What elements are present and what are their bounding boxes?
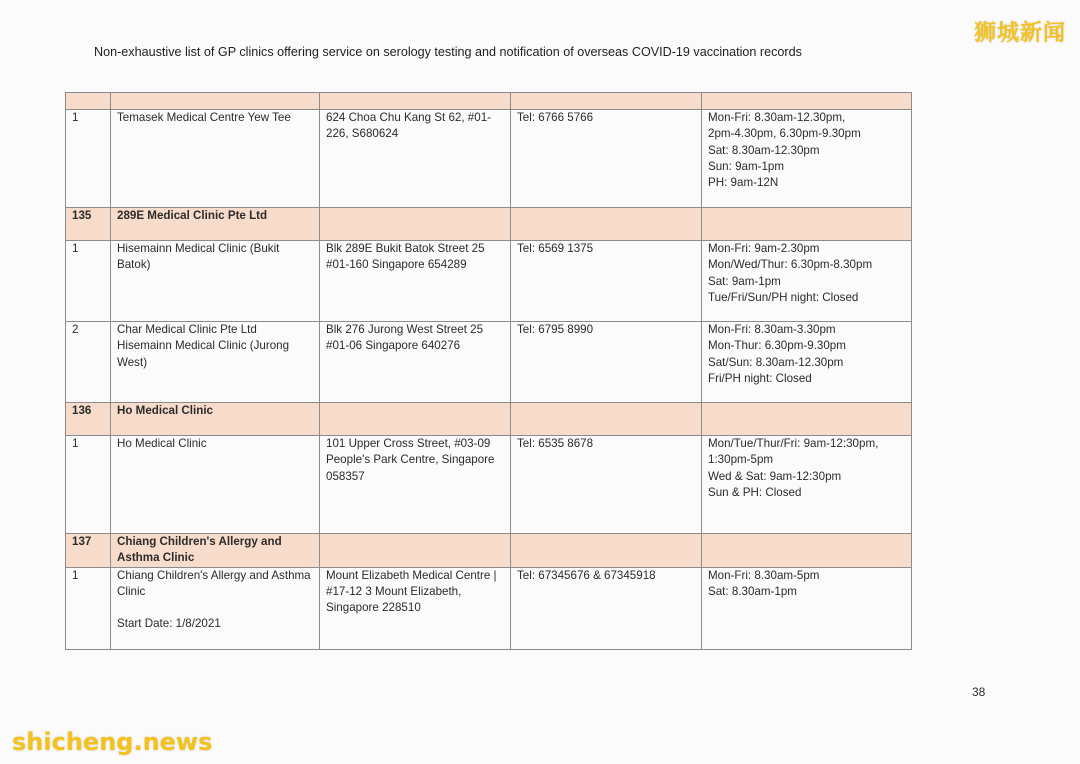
clinic-address: 101 Upper Cross Street, #03-09 People's Park Centre, Singapore 058357 (320, 436, 511, 534)
row-number: 1 (66, 436, 111, 534)
clinic-address: Mount Elizabeth Medical Centre | #17-12 3 Mount Elizabeth, Singapore 228510 (320, 567, 511, 649)
group-row (66, 403, 912, 436)
table-cell (702, 534, 912, 568)
clinic-tel: Tel: 6535 8678 (511, 436, 702, 534)
hours-line: Sat: 8.30am-1pm (708, 584, 797, 598)
clinic-tel: Tel: 6766 5766 (511, 110, 702, 208)
table-cell (511, 534, 702, 568)
clinic-tel: Tel: 6795 8990 (511, 322, 702, 403)
clinic-hours (702, 567, 912, 649)
watermark-logo-top: 狮城新闻 (973, 21, 1066, 46)
group-name: 289E Medical Clinic Pte Ltd (111, 208, 320, 241)
hours-line: Mon-Fri: 9am-2.30pm (708, 242, 820, 255)
hours-line: Mon-Fri: 8.30am-5pm (708, 568, 820, 582)
clinic-address: Blk 276 Jurong West Street 25 #01-06 Singapore 640276 (320, 322, 511, 403)
table-row (66, 567, 912, 649)
clinic-name: Ho Medical Clinic (111, 436, 320, 534)
hours-line: 2pm-4.30pm, 6.30pm-9.30pm (708, 127, 861, 141)
table-cell (111, 93, 320, 110)
hours-line: Mon/Wed/Thur: 6.30pm-8.30pm (708, 258, 873, 272)
group-row (66, 208, 912, 241)
table-cell (320, 403, 511, 436)
hours-line: 1:30pm-5pm (708, 453, 774, 467)
group-name: Ho Medical Clinic (111, 403, 320, 436)
table-cell (511, 93, 702, 110)
hours-line: Mon-Fri: 8.30am-12.30pm, (708, 111, 846, 124)
table-row (66, 436, 912, 534)
table-row (66, 241, 912, 322)
row-number: 2 (66, 322, 111, 403)
hours-line: Mon/Tue/Thur/Fri: 9am-12:30pm, (708, 437, 879, 450)
hours-line: Mon-Fri: 8.30am-3.30pm (708, 323, 836, 336)
table-cell (702, 93, 912, 110)
group-name: Chiang Children's Allergy and Asthma Clinic (111, 534, 320, 568)
clinic-hours (702, 110, 912, 208)
hours-line: Wed & Sat: 9am-12:30pm (708, 469, 842, 483)
table-cell (66, 93, 111, 110)
table-cell (320, 208, 511, 241)
table-cell (511, 208, 702, 241)
group-number: 137 (66, 534, 111, 568)
hours-line: PH: 9am-12N (708, 176, 779, 190)
clinic-name: Temasek Medical Centre Yew Tee (111, 110, 320, 208)
row-number: 1 (66, 110, 111, 208)
clinic-tel: Tel: 6569 1375 (511, 241, 702, 322)
hours-line: Sun: 9am-1pm (708, 159, 785, 173)
table-cell (320, 93, 511, 110)
start-date: Start Date: 1/8/2021 (117, 617, 221, 631)
page-title: Non-exhaustive list of GP clinics offering service on serology testing and notification of overseas COVID-19 vaccination records (94, 45, 802, 59)
group-row (66, 534, 912, 568)
group-number: 136 (66, 403, 111, 436)
hours-line: Sat: 9am-1pm (708, 274, 781, 288)
clinic-hours (702, 241, 912, 322)
clinic-hours (702, 436, 912, 534)
hours-line: Sat: 8.30am-12.30pm (708, 143, 820, 157)
group-number: 135 (66, 208, 111, 241)
clinic-tel: Tel: 67345676 & 67345918 (511, 567, 702, 649)
spacer (117, 600, 313, 616)
table-row (66, 322, 912, 403)
table-cell (702, 403, 912, 436)
clinic-hours (702, 322, 912, 403)
row-number: 1 (66, 241, 111, 322)
hours-line: Tue/Fri/Sun/PH night: Closed (708, 290, 859, 304)
clinic-name: Hisemainn Medical Clinic (Bukit Batok) (111, 241, 320, 322)
table-cell (702, 208, 912, 241)
clinic-name: Chiang Children's Allergy and Asthma Clinic (117, 568, 311, 598)
page-number: 38 (972, 685, 986, 699)
clinic-address: 624 Choa Chu Kang St 62, #01-226, S680624 (320, 110, 511, 208)
clinic-table (65, 92, 912, 650)
table-header-row (66, 93, 912, 110)
clinic-address: Blk 289E Bukit Batok Street 25 #01-160 Singapore 654289 (320, 241, 511, 322)
clinic-name: Char Medical Clinic Pte Ltd Hisemainn Medical Clinic (Jurong West) (111, 322, 320, 403)
hours-line: Sat/Sun: 8.30am-12.30pm (708, 355, 844, 369)
table-row (66, 110, 912, 208)
hours-line: Mon-Thur: 6.30pm-9.30pm (708, 339, 846, 353)
hours-line: Sun & PH: Closed (708, 485, 802, 499)
hours-line: Fri/PH night: Closed (708, 371, 812, 385)
row-number: 1 (66, 567, 111, 649)
table-cell (320, 534, 511, 568)
table-cell (511, 403, 702, 436)
clinic-name-cell (111, 567, 320, 649)
watermark-logo-bottom: shicheng.news (12, 728, 213, 756)
